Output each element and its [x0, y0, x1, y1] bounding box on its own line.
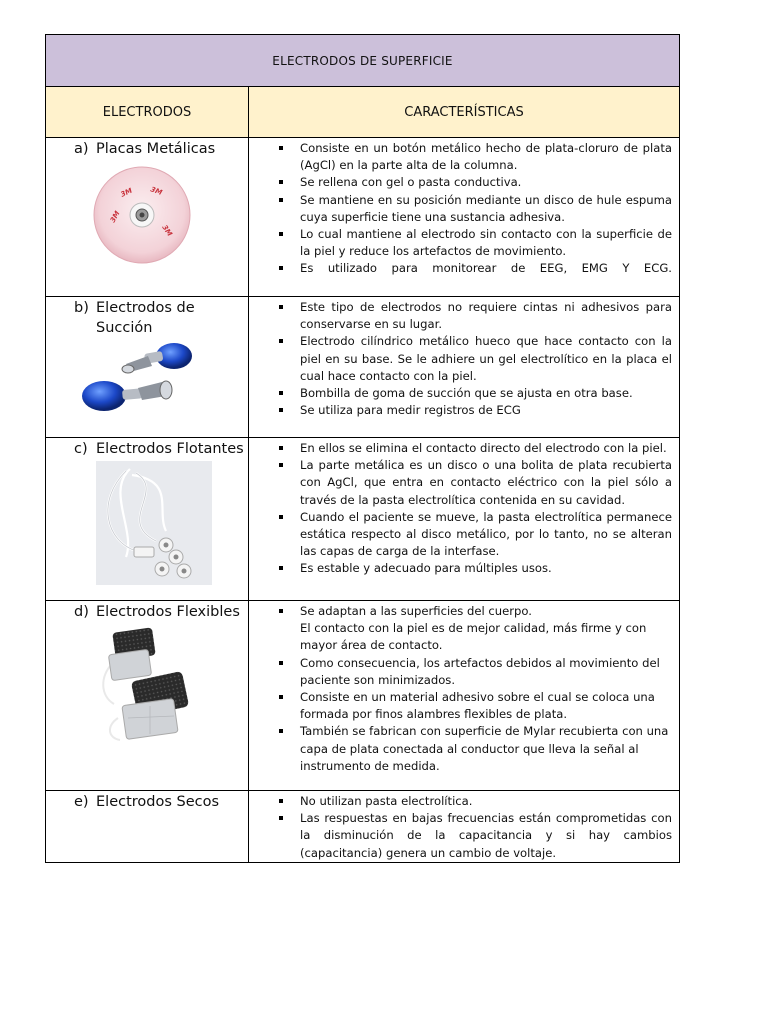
svg-text:3M: 3M	[119, 186, 134, 199]
table-row	[46, 138, 680, 297]
header-caracteristicas: CARACTERÍSTICAS	[249, 87, 680, 138]
features-list	[249, 438, 679, 578]
table-row	[46, 438, 680, 601]
list-item: Se mantiene en su posición mediante un disco de hule espuma cuya superficie tiene una sustancia adhesiva.	[273, 192, 672, 226]
list-item: Las respuestas en bajas frecuencias están comprometidas con la disminución de la capacitancia y si hay cambios (capacitancia) genera un cambio de voltaje.	[273, 810, 672, 862]
table-row	[46, 601, 680, 791]
electrode-label	[46, 297, 248, 338]
electrode-name: Electrodos Flotantes	[96, 441, 244, 457]
electrode-name: Electrodos Secos	[96, 794, 220, 810]
list-item: Se rellena con gel o pasta conductiva.	[273, 174, 672, 191]
list-item: Este tipo de electrodos no requiere cintas ni adhesivos para conservarse en su lugar.	[273, 299, 672, 333]
suction-electrode-image	[78, 342, 248, 426]
list-item: La parte metálica es un disco o una bolita de plata recubierta con AgCl, que entra en contacto eléctrico con la piel sólo a través de la pasta electrolítica contenida en su cavidad.	[273, 457, 672, 509]
electrode-name: Electrodos de Succión	[96, 300, 195, 336]
list-item: Consiste en un botón metálico hecho de plata-cloruro de plata (AgCl) en la parte alta de la columna.	[273, 140, 672, 174]
svg-text:3M: 3M	[108, 209, 122, 224]
list-item: Consiste en un material adhesivo sobre el cual se coloca una formada por finos alambres flexibles de plata.	[273, 689, 672, 723]
svg-text:3M: 3M	[149, 185, 164, 197]
svg-text:3M: 3M	[160, 223, 174, 238]
table-row	[46, 297, 680, 438]
electrode-label	[46, 138, 248, 159]
list-item: Lo cual mantiene al electrodo sin contacto con la superficie de la piel y reduce los artefactos de movimiento.	[273, 226, 672, 260]
disc-electrode-image	[92, 163, 248, 271]
row-letter: d)	[74, 604, 89, 620]
features-list	[249, 297, 679, 419]
features-list	[249, 601, 679, 775]
electrodes-table	[45, 34, 680, 863]
header-electrodos: ELECTRODOS	[46, 87, 249, 138]
list-item: Cuando el paciente se mueve, la pasta electrolítica permanece estática respecto al disco metálico, por lo tanto, no se alteran las capas de carga de la interfase.	[273, 509, 672, 561]
flexible-electrode-image	[100, 626, 248, 748]
list-item: En ellos se elimina el contacto directo del electrodo con la piel.	[273, 440, 672, 457]
electrode-label	[46, 791, 248, 812]
electrode-label	[46, 601, 248, 622]
row-letter: b)	[74, 300, 89, 316]
list-item: Es utilizado para monitorear de EEG, EMG Y ECG.	[273, 260, 672, 277]
features-list	[249, 791, 679, 862]
list-item: Como consecuencia, los artefactos debidos al movimiento del paciente son minimizados.	[273, 655, 672, 689]
features-list	[249, 138, 679, 278]
electrode-name: Electrodos Flexibles	[96, 604, 240, 620]
list-item: Electrodo cilíndrico metálico hueco que hace contacto con la piel en su base. Se le adhiere un gel electrolítico en la placa el cual hace contacto con la piel.	[273, 333, 672, 385]
list-item: El contacto con la piel es de mejor calidad, más firme y con mayor área de contacto.	[300, 621, 647, 653]
list-item: Se adaptan a las superficies del cuerpo.	[273, 603, 672, 620]
row-letter: e)	[74, 794, 89, 810]
list-item: No utilizan pasta electrolítica.	[273, 793, 672, 810]
list-item: Es estable y adecuado para múltiples usos.	[273, 560, 672, 577]
table-row	[46, 791, 680, 863]
table-title: ELECTRODOS DE SUPERFICIE	[46, 35, 680, 87]
list-item: Bombilla de goma de succión que se ajusta en otra base.	[273, 385, 672, 402]
list-item: También se fabrican con superficie de Mylar recubierta con una capa de plata conectada al conductor que lleva la señal al instrumento de medida.	[273, 723, 672, 775]
list-item: Se utiliza para medir registros de ECG	[273, 402, 672, 419]
electrode-name: Placas Metálicas	[96, 141, 216, 157]
floating-electrode-image	[96, 461, 248, 589]
electrode-label	[46, 438, 248, 459]
row-letter: c)	[74, 441, 88, 457]
row-letter: a)	[74, 141, 89, 157]
